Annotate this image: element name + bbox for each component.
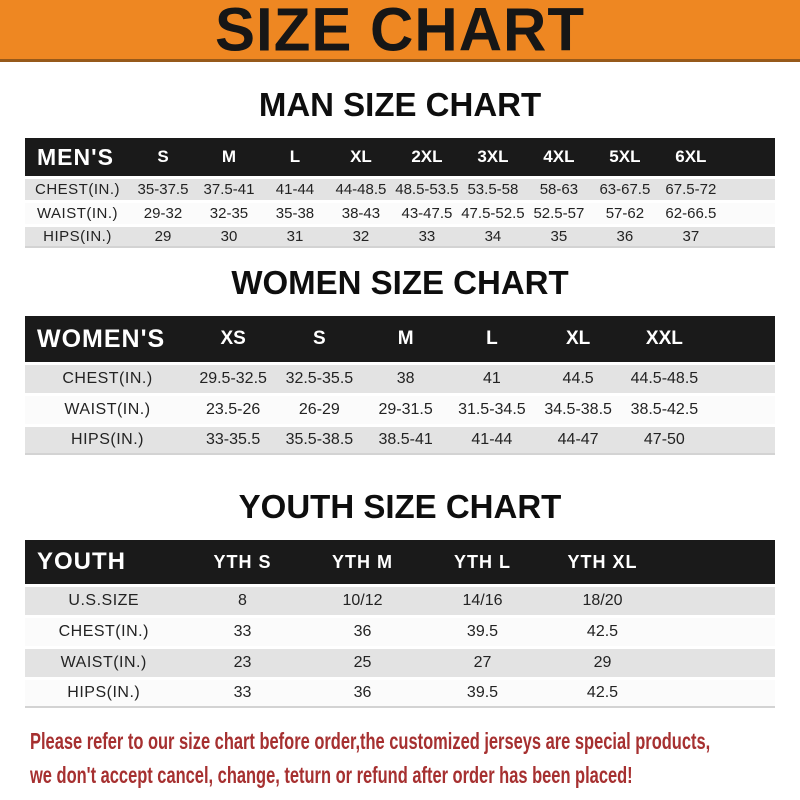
men-col-header: 3XL — [460, 138, 526, 176]
size-cell: 39.5 — [423, 615, 543, 646]
row-label: CHEST(IN.) — [25, 176, 130, 200]
size-cell: 34.5-38.5 — [535, 393, 621, 424]
cell-spacer — [663, 646, 776, 677]
women-col-header: XS — [190, 316, 276, 362]
youth-col-header: YTH L — [423, 540, 543, 584]
men-col-header: L — [262, 138, 328, 176]
size-cell: 44.5 — [535, 362, 621, 393]
size-cell: 31.5-34.5 — [449, 393, 535, 424]
men-table-label: MEN'S — [25, 138, 130, 176]
man-size-chart-heading: MAN SIZE CHART — [258, 86, 542, 123]
women-chest-row — [25, 362, 775, 393]
size-cell: 31 — [262, 224, 328, 248]
women-col-header: S — [276, 316, 362, 362]
size-cell: 29-31.5 — [363, 393, 449, 424]
men-col-header: 5XL — [592, 138, 658, 176]
size-cell: 44-48.5 — [328, 176, 394, 200]
youth-col-header: YTH S — [183, 540, 303, 584]
size-cell: 38 — [363, 362, 449, 393]
size-cell: 18/20 — [543, 584, 663, 615]
banner-title: SIZE CHART — [215, 0, 585, 64]
size-cell: 47.5-52.5 — [460, 200, 526, 224]
size-cell: 35.5-38.5 — [276, 424, 362, 455]
size-cell: 63-67.5 — [592, 176, 658, 200]
header-spacer — [708, 316, 776, 362]
size-cell: 34 — [460, 224, 526, 248]
men-chest-row — [25, 176, 775, 200]
men-waist-row — [25, 200, 775, 224]
size-cell: 35 — [526, 224, 592, 248]
size-cell: 44-47 — [535, 424, 621, 455]
row-label: WAIST(IN.) — [25, 393, 190, 424]
header-spacer — [663, 540, 776, 584]
size-cell: 10/12 — [303, 584, 423, 615]
size-cell: 14/16 — [423, 584, 543, 615]
size-cell: 29-32 — [130, 200, 196, 224]
size-cell: 35-37.5 — [130, 176, 196, 200]
size-chart-banner — [0, 0, 800, 62]
youth-col-header: YTH XL — [543, 540, 663, 584]
row-label: HIPS(IN.) — [25, 424, 190, 455]
size-cell: 37.5-41 — [196, 176, 262, 200]
men-col-header: 2XL — [394, 138, 460, 176]
men-col-header: M — [196, 138, 262, 176]
size-cell: 38.5-41 — [363, 424, 449, 455]
size-cell: 44.5-48.5 — [621, 362, 707, 393]
size-cell: 8 — [183, 584, 303, 615]
cell-spacer — [724, 200, 775, 224]
size-cell: 42.5 — [543, 677, 663, 708]
youth-size-table — [25, 540, 775, 708]
women-header-row — [25, 316, 775, 362]
size-cell: 67.5-72 — [658, 176, 724, 200]
size-cell: 25 — [303, 646, 423, 677]
size-cell: 32-35 — [196, 200, 262, 224]
youth-size-chart-heading: YOUTH SIZE CHART — [238, 488, 562, 525]
men-col-header: 4XL — [526, 138, 592, 176]
cell-spacer — [708, 362, 776, 393]
men-header-row — [25, 138, 775, 176]
women-hips-row — [25, 424, 775, 455]
size-cell: 33 — [394, 224, 460, 248]
size-cell: 30 — [196, 224, 262, 248]
women-size-chart-heading: WOMEN SIZE CHART — [231, 264, 569, 301]
youth-table-label: YOUTH — [25, 540, 183, 584]
youth-ussize-row — [25, 584, 775, 615]
size-cell: 41 — [449, 362, 535, 393]
size-cell: 35-38 — [262, 200, 328, 224]
header-spacer — [724, 138, 775, 176]
size-cell: 33 — [183, 615, 303, 646]
size-cell: 42.5 — [543, 615, 663, 646]
women-col-header: L — [449, 316, 535, 362]
row-label: U.S.SIZE — [25, 584, 183, 615]
cell-spacer — [724, 224, 775, 248]
women-col-header: XXL — [621, 316, 707, 362]
size-cell: 33 — [183, 677, 303, 708]
men-col-header: 6XL — [658, 138, 724, 176]
women-col-header: XL — [535, 316, 621, 362]
size-cell: 26-29 — [276, 393, 362, 424]
youth-hips-row — [25, 677, 775, 708]
row-label: WAIST(IN.) — [25, 200, 130, 224]
size-cell: 37 — [658, 224, 724, 248]
size-cell: 36 — [303, 615, 423, 646]
size-cell: 47-50 — [621, 424, 707, 455]
women-size-table — [25, 316, 775, 455]
women-table-label: WOMEN'S — [25, 316, 190, 362]
size-cell: 36 — [303, 677, 423, 708]
cell-spacer — [708, 424, 776, 455]
women-col-header: M — [363, 316, 449, 362]
size-cell: 38.5-42.5 — [621, 393, 707, 424]
policy-note-line-1: Please refer to our size chart before order,the customized jerseys are special products, — [30, 728, 711, 754]
size-cell: 41-44 — [449, 424, 535, 455]
policy-note-line-2: we don't accept cancel, change, teturn or refund after order has been placed! — [30, 762, 633, 788]
row-label: CHEST(IN.) — [25, 615, 183, 646]
men-size-table — [25, 138, 775, 248]
size-cell: 23.5-26 — [190, 393, 276, 424]
size-cell: 39.5 — [423, 677, 543, 708]
men-col-header: S — [130, 138, 196, 176]
men-hips-row — [25, 224, 775, 248]
size-cell: 43-47.5 — [394, 200, 460, 224]
size-cell: 33-35.5 — [190, 424, 276, 455]
women-waist-row — [25, 393, 775, 424]
cell-spacer — [708, 393, 776, 424]
order-policy-note — [30, 726, 800, 794]
cell-spacer — [663, 615, 776, 646]
cell-spacer — [663, 584, 776, 615]
size-cell: 62-66.5 — [658, 200, 724, 224]
youth-chest-row — [25, 615, 775, 646]
size-cell: 41-44 — [262, 176, 328, 200]
size-cell: 32 — [328, 224, 394, 248]
men-col-header: XL — [328, 138, 394, 176]
size-cell: 27 — [423, 646, 543, 677]
size-cell: 53.5-58 — [460, 176, 526, 200]
row-label: CHEST(IN.) — [25, 362, 190, 393]
size-cell: 58-63 — [526, 176, 592, 200]
size-cell: 29 — [543, 646, 663, 677]
youth-header-row — [25, 540, 775, 584]
cell-spacer — [724, 176, 775, 200]
youth-col-header: YTH M — [303, 540, 423, 584]
row-label: HIPS(IN.) — [25, 677, 183, 708]
row-label: HIPS(IN.) — [25, 224, 130, 248]
row-label: WAIST(IN.) — [25, 646, 183, 677]
size-cell: 38-43 — [328, 200, 394, 224]
size-cell: 29 — [130, 224, 196, 248]
youth-waist-row — [25, 646, 775, 677]
size-cell: 52.5-57 — [526, 200, 592, 224]
size-cell: 29.5-32.5 — [190, 362, 276, 393]
size-cell: 36 — [592, 224, 658, 248]
size-cell: 48.5-53.5 — [394, 176, 460, 200]
size-cell: 23 — [183, 646, 303, 677]
size-cell: 32.5-35.5 — [276, 362, 362, 393]
cell-spacer — [663, 677, 776, 708]
size-cell: 57-62 — [592, 200, 658, 224]
